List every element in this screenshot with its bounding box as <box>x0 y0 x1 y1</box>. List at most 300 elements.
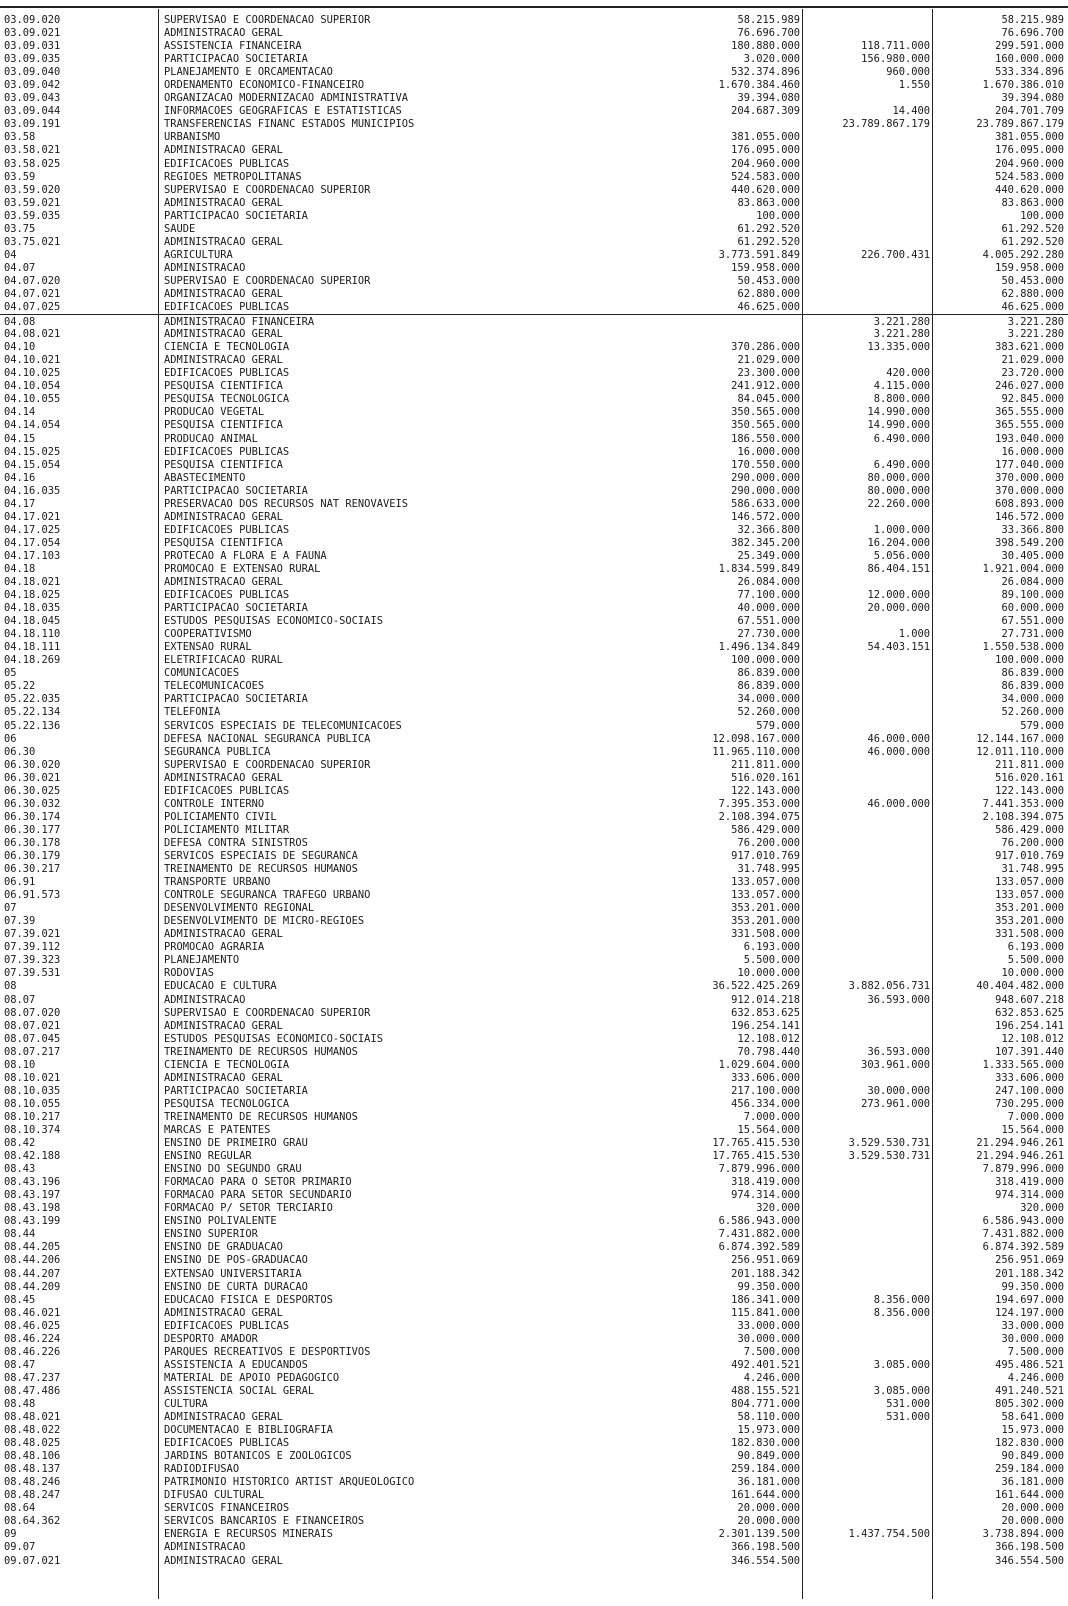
row-description: COOPERATIVISMO <box>164 628 252 641</box>
row-value-1: 217.100.000 <box>731 1084 800 1097</box>
table-row <box>0 367 1068 380</box>
row-value-1: 318.419.000 <box>731 1176 800 1189</box>
row-code: 08.47 <box>4 1358 36 1371</box>
row-value-3: 27.731.000 <box>1001 628 1064 641</box>
row-value-3: 30.000.000 <box>1001 1332 1064 1345</box>
row-value-1: 31.748.995 <box>737 863 800 876</box>
row-value-3: 89.100.000 <box>1001 589 1064 602</box>
row-value-2: 86.404.151 <box>867 562 930 575</box>
row-value-2: 3.529.530.731 <box>848 1150 930 1163</box>
table-row <box>0 341 1068 354</box>
table-row <box>0 1359 1068 1372</box>
row-value-3: 533.334.896 <box>995 66 1064 79</box>
row-code: 06.30.174 <box>4 810 61 823</box>
row-description: PESQUISA TECNOLOGICA <box>164 1097 290 1110</box>
table-row <box>0 785 1068 798</box>
row-value-3: 1.670.386.010 <box>982 79 1064 92</box>
row-code: 08.48.247 <box>4 1489 61 1502</box>
row-value-2: 14.990.000 <box>867 419 930 432</box>
row-value-1: 7.395.353.000 <box>718 797 800 810</box>
row-description: SEGURANCA PUBLICA <box>164 745 271 758</box>
row-code: 05.22 <box>4 680 36 693</box>
row-code: 08.07.045 <box>4 1032 61 1045</box>
table-row <box>0 1072 1068 1085</box>
row-value-1: 917.010.769 <box>731 850 800 862</box>
table-row <box>0 693 1068 706</box>
row-value-2: 960.000 <box>886 66 930 79</box>
row-value-3: 40.404.482.000 <box>976 980 1064 993</box>
row-value-3: 1.921.004.000 <box>982 562 1064 575</box>
row-description: ADMINISTRACAO GERAL <box>164 510 283 523</box>
row-description: ENSINO DE POS-GRADUACAO <box>164 1254 308 1267</box>
table-row <box>0 1437 1068 1450</box>
table-row <box>0 1281 1068 1294</box>
row-code: 08.48 <box>4 1397 36 1410</box>
row-value-1: 4.246.000 <box>743 1371 800 1384</box>
row-value-3: 21.294.946.261 <box>976 1137 1064 1150</box>
table-row <box>0 720 1068 733</box>
row-value-1: 290.000.000 <box>731 471 800 484</box>
table-row <box>0 1385 1068 1398</box>
row-value-2: 3.529.530.731 <box>848 1137 930 1150</box>
row-value-1: 46.625.000 <box>737 301 800 314</box>
table-row <box>0 1541 1068 1554</box>
row-code: 03.58.021 <box>4 144 61 157</box>
row-value-2: 46.000.000 <box>867 745 930 758</box>
table-row <box>0 1033 1068 1046</box>
row-value-3: 579.000 <box>1020 719 1064 732</box>
row-code: 06.30 <box>4 745 36 758</box>
row-code: 03.58 <box>4 131 36 144</box>
row-description: FORMACAO PARA SETOR SECUNDARIO <box>164 1189 352 1202</box>
row-value-2: 54.403.151 <box>867 641 930 654</box>
row-value-1: 58.215.989 <box>737 14 800 26</box>
row-description: PLANEJAMENTO <box>164 954 240 967</box>
row-value-1: 17.765.415.530 <box>712 1137 800 1150</box>
row-code: 04.18.021 <box>4 576 61 589</box>
row-description: ADMINISTRACAO GERAL <box>164 1554 283 1567</box>
row-value-3: 194.697.000 <box>995 1293 1064 1306</box>
row-description: SUPERVISAO E COORDENACAO SUPERIOR <box>164 14 371 26</box>
row-code: 03.09.031 <box>4 40 61 53</box>
row-code: 08.47.486 <box>4 1384 61 1397</box>
row-description: ADMINISTRACAO GERAL <box>164 235 283 248</box>
table-row <box>0 576 1068 589</box>
row-code: 08.43.198 <box>4 1202 61 1215</box>
table-row <box>0 314 1068 328</box>
row-description: CONTROLE SEGURANCA TRAFEGO URBANO <box>164 889 371 902</box>
row-code: 08.10.035 <box>4 1084 61 1097</box>
row-code: 04.17.103 <box>4 549 61 562</box>
table-row <box>0 1268 1068 1281</box>
row-code: 08.46.224 <box>4 1332 61 1345</box>
row-code: 08.07.217 <box>4 1045 61 1058</box>
row-description: EDIFICACOES PUBLICAS <box>164 523 290 536</box>
row-description: PESQUISA CIENTIFICA <box>164 419 283 432</box>
table-row <box>0 1346 1068 1359</box>
table-row <box>0 1046 1068 1059</box>
row-value-3: 61.292.520 <box>1001 235 1064 248</box>
table-row <box>0 1189 1068 1202</box>
row-value-3: 247.100.000 <box>995 1084 1064 1097</box>
row-value-3: 204.701.709 <box>995 105 1064 118</box>
row-description: EDUCACAO E CULTURA <box>164 980 277 993</box>
row-value-3: 398.549.200 <box>995 536 1064 549</box>
row-value-1: 196.254.141 <box>731 1019 800 1032</box>
row-code: 04.14 <box>4 406 36 419</box>
row-description: ABASTECIMENTO <box>164 471 246 484</box>
table-row <box>0 1254 1068 1267</box>
row-description: ADMINISTRACAO GERAL <box>164 287 283 300</box>
row-value-3: 4.005.292.280 <box>982 248 1064 261</box>
row-value-1: 20.000.000 <box>737 1515 800 1528</box>
row-value-3: 61.292.520 <box>1001 222 1064 235</box>
row-description: PARQUES RECREATIVOS E DESPORTIVOS <box>164 1345 371 1358</box>
row-value-2: 1.437.754.500 <box>848 1528 930 1541</box>
row-code: 04.18.025 <box>4 589 61 602</box>
row-value-1: 6.193.000 <box>743 941 800 954</box>
row-code: 04.10 <box>4 341 36 354</box>
row-description: TREINAMENTO DE RECURSOS HUMANOS <box>164 1045 358 1058</box>
row-code: 04.14.054 <box>4 419 61 432</box>
row-code: 05.22.136 <box>4 719 61 732</box>
table-row <box>0 1450 1068 1463</box>
row-code: 08.10.021 <box>4 1071 61 1084</box>
table-row <box>0 144 1068 157</box>
row-description: TELEFONIA <box>164 706 221 719</box>
table-row <box>0 563 1068 576</box>
row-code: 06.30.025 <box>4 784 61 797</box>
row-description: INFORMACOES GEOGRAFICAS E ESTATISTICAS <box>164 105 402 118</box>
row-value-2: 80.000.000 <box>867 484 930 497</box>
row-description: PROMOCAO E EXTENSAO RURAL <box>164 562 321 575</box>
row-value-2: 80.000.000 <box>867 471 930 484</box>
row-value-1: 370.286.000 <box>731 341 800 354</box>
row-value-2: 156.980.000 <box>861 53 930 66</box>
row-value-1: 133.057.000 <box>731 876 800 889</box>
row-code: 08.43.196 <box>4 1176 61 1189</box>
table-row <box>0 485 1068 498</box>
row-code: 04.18.035 <box>4 602 61 615</box>
row-code: 04.18 <box>4 562 36 575</box>
row-description: ADMINISTRACAO GERAL <box>164 928 283 941</box>
row-description: ENSINO DE GRADUACAO <box>164 1241 283 1254</box>
row-value-3: 7.000.000 <box>1007 1110 1064 1123</box>
row-description: POLICIAMENTO CIVIL <box>164 810 277 823</box>
row-value-1: 90.849.000 <box>737 1450 800 1463</box>
table-row <box>0 1241 1068 1254</box>
row-code: 08.48.022 <box>4 1424 61 1437</box>
row-value-3: 1.333.565.000 <box>982 1058 1064 1071</box>
table-row <box>0 131 1068 144</box>
row-value-3: 182.830.000 <box>995 1437 1064 1450</box>
row-code: 06.91 <box>4 876 36 889</box>
row-value-1: 25.349.000 <box>737 549 800 562</box>
row-value-3: 608.893.000 <box>995 497 1064 510</box>
row-value-3: 16.000.000 <box>1001 445 1064 458</box>
row-value-3: 383.621.000 <box>995 341 1064 354</box>
row-description: PESQUISA CIENTIFICA <box>164 536 283 549</box>
row-value-2: 3.085.000 <box>873 1358 930 1371</box>
table-row <box>0 889 1068 902</box>
row-code: 03.75 <box>4 222 36 235</box>
row-value-3: 256.951.069 <box>995 1254 1064 1267</box>
row-value-1: 58.110.000 <box>737 1411 800 1424</box>
table-row <box>0 498 1068 511</box>
row-description: TREINAMENTO DE RECURSOS HUMANOS <box>164 863 358 876</box>
row-value-1: 161.644.000 <box>731 1489 800 1502</box>
table-row <box>0 1228 1068 1241</box>
row-value-1: 17.765.415.530 <box>712 1150 800 1163</box>
table-row <box>0 40 1068 53</box>
row-value-1: 532.374.896 <box>731 66 800 79</box>
row-code: 08.43.197 <box>4 1189 61 1202</box>
row-description: FORMACAO PARA O SETOR PRIMARIO <box>164 1176 352 1189</box>
row-value-1: 7.000.000 <box>743 1110 800 1123</box>
row-value-3: 365.555.000 <box>995 406 1064 419</box>
table-row <box>0 902 1068 915</box>
row-value-1: 10.000.000 <box>737 967 800 980</box>
row-description: ADMINISTRACAO GERAL <box>164 576 283 589</box>
row-value-3: 211.811.000 <box>995 758 1064 771</box>
row-value-2: 1.000.000 <box>873 523 930 536</box>
row-code: 07.39.021 <box>4 928 61 941</box>
row-description: SERVICOS BANCARIOS E FINANCEIROS <box>164 1515 365 1528</box>
row-value-1: 26.084.000 <box>737 576 800 589</box>
row-value-2: 36.593.000 <box>867 993 930 1006</box>
row-value-3: 20.000.000 <box>1001 1502 1064 1515</box>
row-value-1: 76.200.000 <box>737 836 800 849</box>
row-code: 08.10 <box>4 1058 36 1071</box>
row-description: CULTURA <box>164 1397 208 1410</box>
row-description: EXTENSAO UNIVERSITARIA <box>164 1267 302 1280</box>
table-row <box>0 301 1068 314</box>
row-value-2: 20.000.000 <box>867 602 930 615</box>
row-value-3: 370.000.000 <box>995 471 1064 484</box>
row-code: 04.15.025 <box>4 445 61 458</box>
row-value-3: 1.550.538.000 <box>982 641 1064 654</box>
table-row <box>0 654 1068 667</box>
row-value-3: 100.000.000 <box>995 654 1064 667</box>
row-code: 08.48.246 <box>4 1476 61 1489</box>
row-value-1: 133.057.000 <box>731 889 800 902</box>
row-description: PLANEJAMENTO E ORCAMENTACAO <box>164 66 333 79</box>
row-code: 04.15.054 <box>4 458 61 471</box>
row-code: 06.30.179 <box>4 850 61 862</box>
row-description: EDUCACAO FISICA E DESPORTOS <box>164 1293 333 1306</box>
row-value-1: 6.586.943.000 <box>718 1215 800 1228</box>
row-code: 08.44.207 <box>4 1267 61 1280</box>
row-description: TELECOMUNICACOES <box>164 680 265 693</box>
table-row <box>0 406 1068 419</box>
row-value-3: 177.040.000 <box>995 458 1064 471</box>
row-value-1: 86.839.000 <box>737 680 800 693</box>
row-code: 04.07.020 <box>4 274 61 287</box>
row-value-1: 15.564.000 <box>737 1123 800 1136</box>
row-description: EDIFICACOES PUBLICAS <box>164 1319 290 1332</box>
row-value-1: 3.773.591.849 <box>718 248 800 261</box>
row-value-2: 1.550 <box>898 79 930 92</box>
table-row <box>0 1111 1068 1124</box>
row-value-1: 62.880.000 <box>737 287 800 300</box>
row-description: ADMINISTRACAO GERAL <box>164 771 283 784</box>
row-value-1: 350.565.000 <box>731 406 800 419</box>
row-value-1: 586.429.000 <box>731 823 800 836</box>
row-value-1: 1.029.604.000 <box>718 1058 800 1071</box>
row-description: SUPERVISAO E COORDENACAO SUPERIOR <box>164 1006 371 1019</box>
row-code: 04.17 <box>4 497 36 510</box>
row-value-1: 492.401.521 <box>731 1358 800 1371</box>
row-value-1: 440.620.000 <box>731 183 800 196</box>
row-description: MATERIAL DE APOIO PEDAGOGICO <box>164 1371 340 1384</box>
row-code: 08.10.055 <box>4 1097 61 1110</box>
table-row <box>0 980 1068 993</box>
row-value-1: 353.201.000 <box>731 915 800 928</box>
row-description: TRANSFERENCIAS FINANC ESTADOS MUNICIPIOS <box>164 118 415 131</box>
table-row <box>0 1215 1068 1228</box>
row-value-3: 15.564.000 <box>1001 1123 1064 1136</box>
row-value-1: 241.912.000 <box>731 380 800 393</box>
row-description: PARTICIPACAO SOCIETARIA <box>164 484 308 497</box>
row-value-3: 974.314.000 <box>995 1189 1064 1202</box>
row-value-1: 382.345.200 <box>731 536 800 549</box>
row-value-3: 491.240.521 <box>995 1384 1064 1397</box>
table-row <box>0 615 1068 628</box>
row-value-3: 12.144.167.000 <box>976 732 1064 745</box>
row-description: CIENCIA E TECNOLOGIA <box>164 341 290 354</box>
row-value-3: 6.586.943.000 <box>982 1215 1064 1228</box>
row-description: ADMINISTRACAO <box>164 1541 246 1554</box>
row-value-3: 20.000.000 <box>1001 1515 1064 1528</box>
row-description: ENSINO POLIVALENTE <box>164 1215 277 1228</box>
table-row <box>0 210 1068 223</box>
row-code: 04.18.110 <box>4 628 61 641</box>
row-value-1: 320.000 <box>756 1202 800 1215</box>
row-value-3: 730.295.000 <box>995 1097 1064 1110</box>
row-description: ADMINISTRACAO GERAL <box>164 1071 283 1084</box>
row-value-1: 974.314.000 <box>731 1189 800 1202</box>
row-description: RODOVIAS <box>164 967 215 980</box>
row-code: 03.09.020 <box>4 14 61 26</box>
row-description: ADMINISTRACAO GERAL <box>164 1019 283 1032</box>
row-code: 03.09.042 <box>4 79 61 92</box>
row-value-2: 3.221.280 <box>873 316 930 329</box>
row-description: EDIFICACOES PUBLICAS <box>164 367 290 380</box>
row-description: ASSISTENCIA SOCIAL GERAL <box>164 1384 315 1397</box>
row-code: 04.18.269 <box>4 654 61 667</box>
row-value-1: 32.366.800 <box>737 523 800 536</box>
row-value-3: 259.184.000 <box>995 1463 1064 1476</box>
table-row <box>0 1476 1068 1489</box>
row-description: ORDENAMENTO ECONOMICO-FINANCEIRO <box>164 79 365 92</box>
row-value-3: 3.738.894.000 <box>982 1528 1064 1541</box>
row-value-3: 917.010.769 <box>995 850 1064 862</box>
row-value-2: 531.000 <box>886 1397 930 1410</box>
table-row <box>0 811 1068 824</box>
row-value-3: 7.441.353.000 <box>982 797 1064 810</box>
row-code: 03.59.021 <box>4 196 61 209</box>
table-row <box>0 249 1068 262</box>
row-value-3: 90.849.000 <box>1001 1450 1064 1463</box>
row-value-3: 100.000 <box>1020 209 1064 222</box>
row-code: 04.18.111 <box>4 641 61 654</box>
table-row <box>0 680 1068 693</box>
row-value-3: 495.486.521 <box>995 1358 1064 1371</box>
row-value-2: 6.490.000 <box>873 458 930 471</box>
row-value-1: 86.839.000 <box>737 667 800 680</box>
row-code: 04.10.054 <box>4 380 61 393</box>
row-code: 04.10.021 <box>4 354 61 367</box>
row-value-3: 15.973.000 <box>1001 1424 1064 1437</box>
row-code: 05 <box>4 667 17 680</box>
row-value-1: 34.000.000 <box>737 693 800 706</box>
row-code: 03.58.025 <box>4 157 61 170</box>
table-row <box>0 1502 1068 1515</box>
row-description: ENSINO SUPERIOR <box>164 1228 258 1241</box>
table-row <box>0 511 1068 524</box>
row-value-1: 290.000.000 <box>731 484 800 497</box>
row-description: ADMINISTRACAO GERAL <box>164 354 283 367</box>
row-value-3: 318.419.000 <box>995 1176 1064 1189</box>
row-value-3: 46.625.000 <box>1001 301 1064 314</box>
row-value-1: 15.973.000 <box>737 1424 800 1437</box>
row-value-1: 76.696.700 <box>737 27 800 40</box>
row-value-1: 804.771.000 <box>731 1397 800 1410</box>
row-value-3: 3.221.280 <box>1007 316 1064 329</box>
table-row <box>0 92 1068 105</box>
row-value-1: 186.341.000 <box>731 1293 800 1306</box>
row-description: TREINAMENTO DE RECURSOS HUMANOS <box>164 1110 358 1123</box>
row-value-1: 456.334.000 <box>731 1097 800 1110</box>
row-code: 04.07 <box>4 261 36 274</box>
row-description: SUPERVISAO E COORDENACAO SUPERIOR <box>164 758 371 771</box>
row-code: 08.48.137 <box>4 1463 61 1476</box>
row-value-1: 83.863.000 <box>737 196 800 209</box>
row-value-3: 586.429.000 <box>995 823 1064 836</box>
table-row <box>0 1059 1068 1072</box>
row-value-1: 201.188.342 <box>731 1267 800 1280</box>
row-value-3: 346.554.500 <box>995 1554 1064 1567</box>
row-value-3: 36.181.000 <box>1001 1476 1064 1489</box>
table-row <box>0 967 1068 980</box>
row-code: 08.44.205 <box>4 1241 61 1254</box>
row-description: PATRIMONIO HISTORICO ARTIST ARQUEOLOGICO <box>164 1476 415 1489</box>
row-description: EDIFICACOES PUBLICAS <box>164 301 290 314</box>
row-value-1: 353.201.000 <box>731 902 800 915</box>
row-value-1: 36.522.425.269 <box>712 980 800 993</box>
row-value-2: 1.000 <box>898 628 930 641</box>
table-row <box>0 158 1068 171</box>
row-value-1: 100.000.000 <box>731 654 800 667</box>
row-value-3: 196.254.141 <box>995 1019 1064 1032</box>
table-row <box>0 197 1068 210</box>
table-row <box>0 118 1068 131</box>
row-value-1: 176.095.000 <box>731 144 800 157</box>
row-value-1: 331.508.000 <box>731 928 800 941</box>
row-value-3: 52.260.000 <box>1001 706 1064 719</box>
row-description: ASSISTENCIA A EDUCANDOS <box>164 1358 308 1371</box>
row-code: 04.17.021 <box>4 510 61 523</box>
row-value-1: 70.798.440 <box>737 1045 800 1058</box>
row-description: SUPERVISAO E COORDENACAO SUPERIOR <box>164 183 371 196</box>
row-value-3: 331.508.000 <box>995 928 1064 941</box>
table-row <box>0 79 1068 92</box>
row-description: ENSINO DE CURTA DURACAO <box>164 1280 308 1293</box>
row-value-1: 12.098.167.000 <box>712 732 800 745</box>
row-value-1: 23.300.000 <box>737 367 800 380</box>
table-row <box>0 262 1068 275</box>
row-value-3: 2.108.394.075 <box>982 810 1064 823</box>
